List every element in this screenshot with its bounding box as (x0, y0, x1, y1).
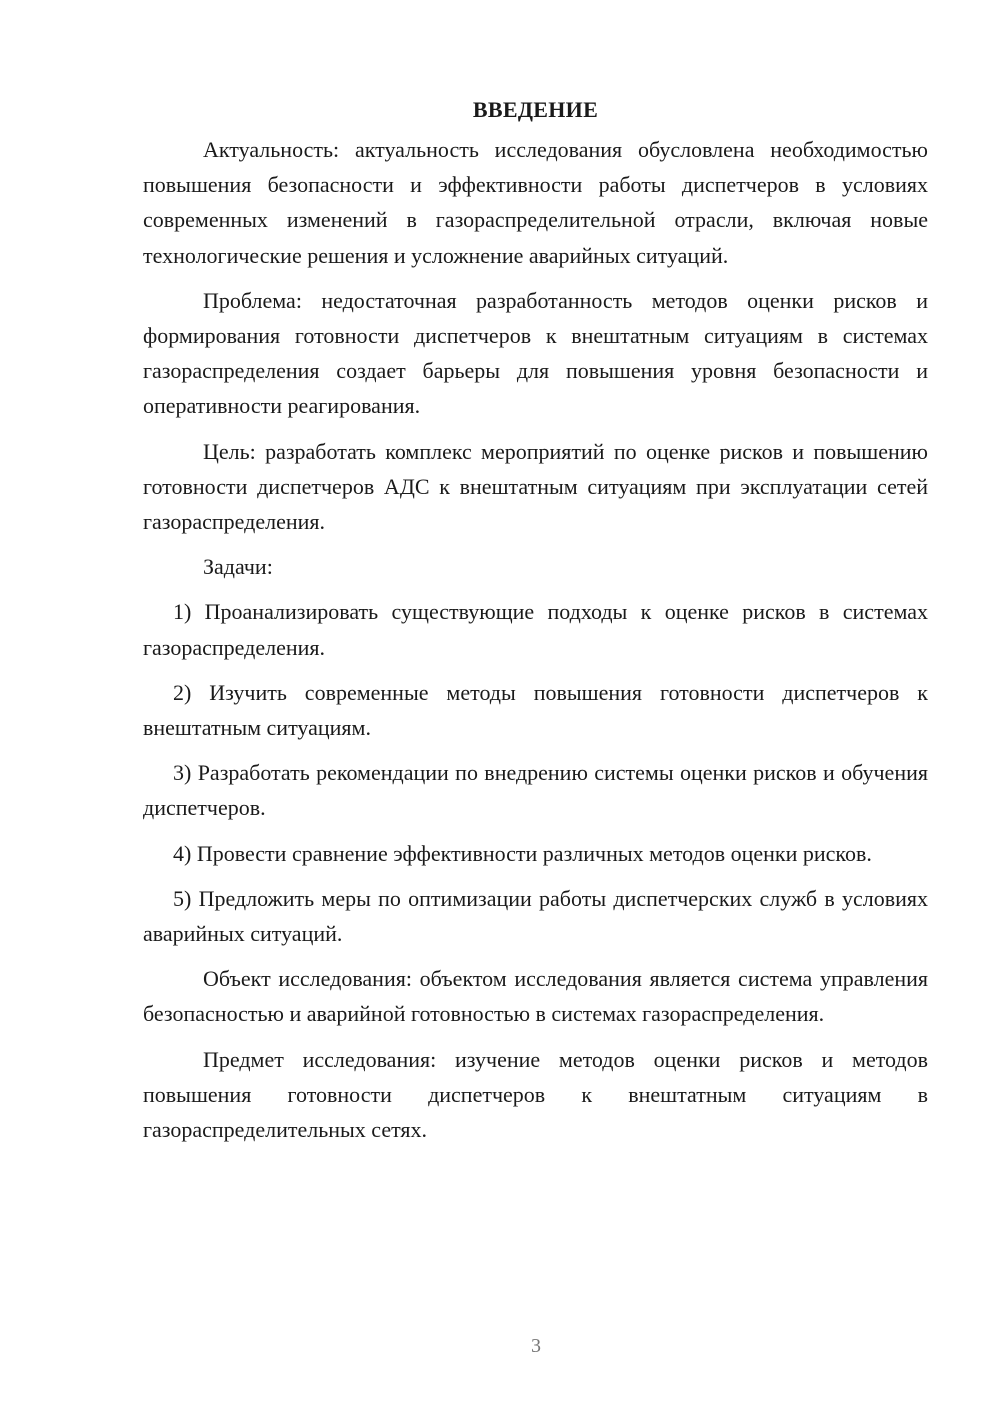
task-item-5: 5) Предложить меры по оптимизации работы диспетчерских служб в условиях аварийных ситуаций. (143, 885, 928, 947)
tasks-heading: Задачи: (203, 554, 273, 580)
task-item-4: 4) Провести сравнение эффективности различных методов оценки рисков. (173, 840, 872, 866)
problem-paragraph: Проблема: недостаточная разработанность методов оценки рисков и формирования готовности диспетчеров к внештатным ситуациям в системах газораспределения создает барьеры для повышения уровня безопасности и оперативности реагирования. (143, 287, 928, 419)
task-item-2: 2) Изучить современные методы повышения готовности диспетчеров к внештатным ситуациям. (143, 679, 928, 741)
relevance-paragraph: Актуальность: актуальность исследования обусловлена необходимостью повышения безопасности и эффективности работы диспетчеров в условиях современных изменений в газораспределительной отрасли, включая новые технологические решения и усложнение аварийных ситуаций. (143, 137, 928, 268)
task-item-1: 1) Проанализировать существующие подходы к оценке рисков в системах газораспределения. (143, 599, 928, 660)
page-number: 3 (531, 1335, 541, 1357)
goal-paragraph: Цель: разработать комплекс мероприятий по оценке рисков и повышению готовности диспетчеров АДС к внештатным ситуациям при эксплуатации сетей газораспределения. (143, 438, 928, 535)
subject-paragraph: Предмет исследования: изучение методов оценки рисков и методов повышения готовности диспетчеров к внештатным ситуациям в газораспределительных сетях. (143, 1046, 928, 1143)
object-paragraph: Объект исследования: объектом исследования является система управления безопасностью и аварийной готовностью в системах газораспределения. (143, 966, 928, 1027)
page-content (143, 92, 928, 1157)
task-item-3: 3) Разработать рекомендации по внедрению системы оценки рисков и обучения диспетчеров. (143, 760, 928, 821)
section-heading: ВВЕДЕНИЕ (472, 97, 599, 122)
